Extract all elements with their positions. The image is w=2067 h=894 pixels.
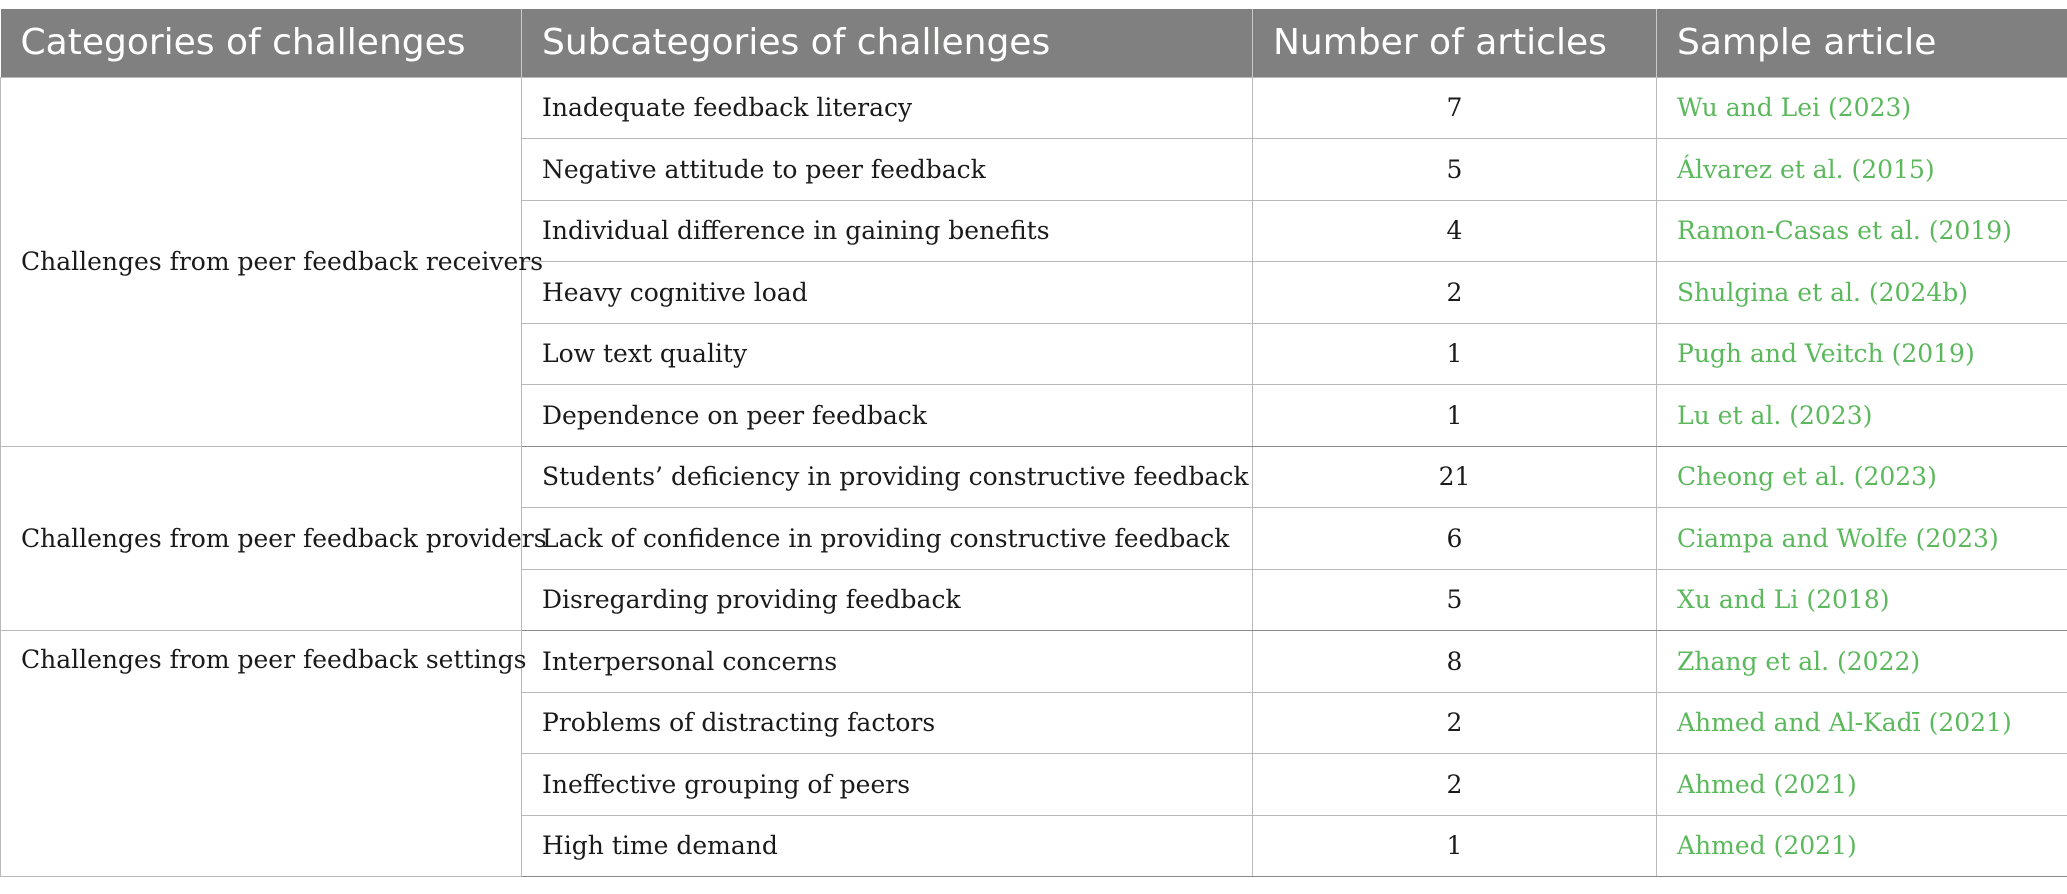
count-cell: 4: [1253, 200, 1657, 262]
challenges-table: [0, 9, 2067, 877]
subcategory-cell: Disregarding providing feedback: [522, 569, 1253, 631]
sample-article-link[interactable]: Xu and Li (2018): [1657, 569, 2067, 631]
sample-article-link[interactable]: Álvarez et al. (2015): [1657, 139, 2067, 201]
count-cell: 1: [1253, 323, 1657, 385]
sample-article-link[interactable]: Wu and Lei (2023): [1657, 77, 2067, 139]
table-body: [1, 77, 2067, 877]
header-subcategory: Subcategories of challenges: [522, 9, 1253, 77]
header-sample-article: Sample article: [1657, 9, 2067, 77]
sample-article-link[interactable]: Ciampa and Wolfe (2023): [1657, 508, 2067, 570]
subcategory-cell: High time demand: [522, 815, 1253, 877]
subcategory-cell: Dependence on peer feedback: [522, 385, 1253, 447]
count-cell: 21: [1253, 446, 1657, 508]
header-category: Categories of challenges: [1, 9, 522, 77]
category-cell-receivers: Challenges from peer feedback receivers: [1, 77, 522, 446]
count-cell: 1: [1253, 385, 1657, 447]
subcategory-cell: Students’ deficiency in providing constructive feedback: [522, 446, 1253, 508]
category-cell-settings: Challenges from peer feedback settings: [1, 631, 522, 877]
subcategory-cell: Low text quality: [522, 323, 1253, 385]
count-cell: 1: [1253, 815, 1657, 877]
subcategory-cell: Individual difference in gaining benefits: [522, 200, 1253, 262]
count-cell: 2: [1253, 692, 1657, 754]
table-row: [1, 631, 2067, 693]
category-cell-providers: Challenges from peer feedback providers: [1, 446, 522, 631]
table-header: [1, 9, 2067, 77]
count-cell: 5: [1253, 139, 1657, 201]
subcategory-cell: Problems of distracting factors: [522, 692, 1253, 754]
table-row: [1, 77, 2067, 139]
challenges-table-container: [0, 9, 2067, 877]
sample-article-link[interactable]: Ahmed and Al-Kadī (2021): [1657, 692, 2067, 754]
sample-article-link[interactable]: Shulgina et al. (2024b): [1657, 262, 2067, 324]
header-article-count: Number of articles: [1253, 9, 1657, 77]
sample-article-link[interactable]: Ahmed (2021): [1657, 815, 2067, 877]
subcategory-cell: Negative attitude to peer feedback: [522, 139, 1253, 201]
count-cell: 8: [1253, 631, 1657, 693]
subcategory-cell: Inadequate feedback literacy: [522, 77, 1253, 139]
subcategory-cell: Heavy cognitive load: [522, 262, 1253, 324]
sample-article-link[interactable]: Zhang et al. (2022): [1657, 631, 2067, 693]
subcategory-cell: Interpersonal concerns: [522, 631, 1253, 693]
count-cell: 2: [1253, 754, 1657, 816]
count-cell: 2: [1253, 262, 1657, 324]
table-row: [1, 446, 2067, 508]
subcategory-cell: Ineffective grouping of peers: [522, 754, 1253, 816]
sample-article-link[interactable]: Pugh and Veitch (2019): [1657, 323, 2067, 385]
header-row: [1, 9, 2067, 77]
sample-article-link[interactable]: Lu et al. (2023): [1657, 385, 2067, 447]
sample-article-link[interactable]: Ahmed (2021): [1657, 754, 2067, 816]
count-cell: 5: [1253, 569, 1657, 631]
count-cell: 7: [1253, 77, 1657, 139]
sample-article-link[interactable]: Cheong et al. (2023): [1657, 446, 2067, 508]
count-cell: 6: [1253, 508, 1657, 570]
subcategory-cell: Lack of confidence in providing constructive feedback: [522, 508, 1253, 570]
sample-article-link[interactable]: Ramon-Casas et al. (2019): [1657, 200, 2067, 262]
